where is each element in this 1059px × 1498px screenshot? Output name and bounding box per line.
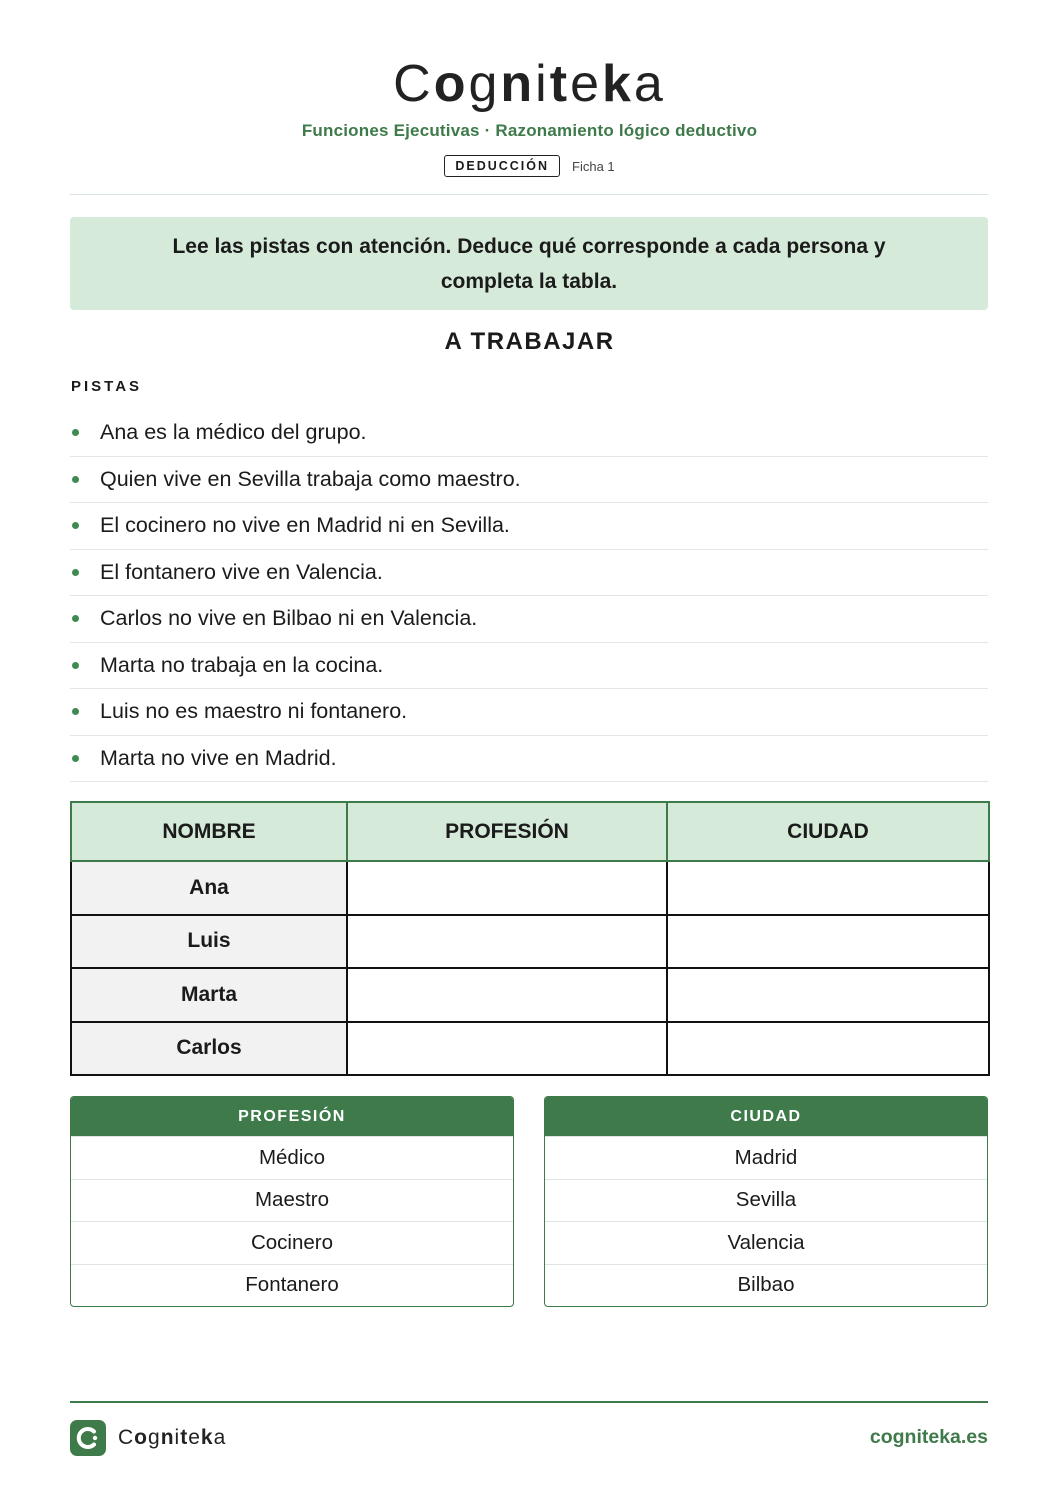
city-answer-cell[interactable] [667,915,989,969]
clue-item [70,643,988,690]
city-option: Madrid [545,1136,987,1179]
profession-answer-cell[interactable] [347,861,667,915]
bullet-icon [72,662,79,669]
header-divider [70,194,988,195]
bullet-icon [72,615,79,622]
instructions-box [70,217,988,310]
page-subtitle: Funciones Ejecutivas · Razonamiento lógico deductivo [301,121,758,140]
footer-divider [70,1401,988,1403]
clues-list [70,410,988,782]
name-cell: Luis [71,915,347,969]
table-row [71,861,989,915]
profession-answer-cell[interactable] [347,1022,667,1076]
bullet-icon [72,569,79,576]
answer-table [70,801,990,1076]
clue-text: Quien vive en Sevilla trabaja como maestro. [100,466,521,491]
table-row [71,1022,989,1076]
name-cell: Carlos [71,1022,347,1076]
city-option: Valencia [545,1221,987,1264]
header-city: CIUDAD [667,802,989,861]
header-profession: PROFESIÓN [347,802,667,861]
city-option: Bilbao [545,1264,987,1307]
city-answer-cell[interactable] [667,968,989,1022]
profession-option: Fontanero [71,1264,513,1307]
table-row [71,968,989,1022]
city-options-title: CIUDAD [545,1097,987,1136]
brand-logo: Cogniteka [393,55,666,113]
clue-text: Ana es la médico del grupo. [100,420,367,445]
clue-text: Marta no vive en Madrid. [100,745,337,770]
bullet-icon [72,755,79,762]
clue-text: Marta no trabaja en la cocina. [100,652,384,677]
clue-item [70,550,988,597]
clue-item [70,689,988,736]
category-tag: DEDUCCIÓN [444,155,560,177]
tag-row [0,155,1059,177]
city-option: Sevilla [545,1179,987,1222]
table-row [71,915,989,969]
instructions-text: Lee las pistas con atención. Deduce qué corresponde a cada persona y completa la tabla. [172,234,886,293]
profession-answer-cell[interactable] [347,968,667,1022]
profession-option: Cocinero [71,1221,513,1264]
bullet-icon [72,708,79,715]
profession-options-title: PROFESIÓN [71,1097,513,1136]
sheet-number: Ficha 1 [572,158,615,174]
clue-item [70,596,988,643]
clue-item [70,457,988,504]
bullet-icon [72,476,79,483]
header-name: NOMBRE [71,802,347,861]
city-options-box [544,1096,988,1307]
bullet-icon [72,429,79,436]
profession-option: Médico [71,1136,513,1179]
cogniteka-logo-icon [70,1420,106,1456]
clues-label: PISTAS [71,378,143,395]
profession-options-box [70,1096,514,1307]
bullet-icon [72,522,79,529]
footer-url-link[interactable]: cogniteka.es [869,1426,988,1448]
page-header [0,54,1059,177]
clue-text: El cocinero no vive en Madrid ni en Sevilla. [100,513,510,538]
clue-text: Luis no es maestro ni fontanero. [100,699,408,724]
name-cell: Marta [71,968,347,1022]
footer-brand-name: Cogniteka [118,1426,227,1449]
clue-text: Carlos no vive en Bilbao ni en Valencia. [100,606,478,631]
profession-answer-cell[interactable] [347,915,667,969]
profession-option: Maestro [71,1179,513,1222]
section-title: A TRABAJAR [444,328,615,355]
clue-item [70,736,988,783]
footer-brand [70,1420,226,1456]
clue-item [70,503,988,550]
city-answer-cell[interactable] [667,861,989,915]
clue-text: El fontanero vive en Valencia. [100,559,383,584]
clue-item [70,410,988,457]
city-answer-cell[interactable] [667,1022,989,1076]
table-header-row [71,802,989,861]
name-cell: Ana [71,861,347,915]
